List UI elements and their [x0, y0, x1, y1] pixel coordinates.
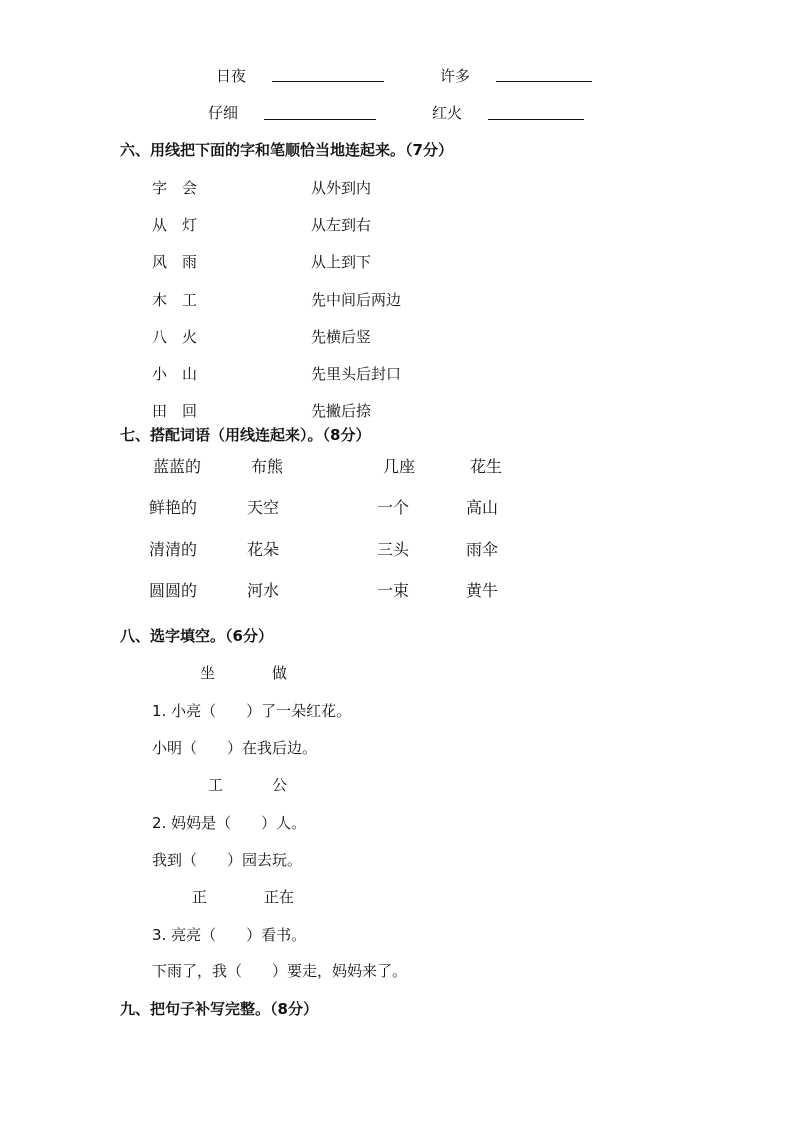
char-pair: 字 会	[152, 179, 198, 197]
section-9-title: 九、把句子补写完整。（8分）	[120, 1000, 318, 1018]
word-item: 天空	[247, 498, 280, 517]
word-item: 雨伞	[466, 540, 499, 559]
char-pair: 八 火	[152, 328, 198, 346]
char-pair: 木 工	[152, 291, 198, 309]
fill-question[interactable]: 我到（ ）园去玩。	[152, 851, 303, 869]
fill-question[interactable]: 1. 小亮（ ）了一朵红花。	[152, 702, 352, 720]
choice-char: 工	[208, 776, 224, 794]
fill-question[interactable]: 下雨了，我（ ）要走，妈妈来了。	[152, 962, 408, 980]
word-item: 几座	[383, 457, 416, 476]
choice-char: 正	[192, 888, 208, 906]
word-item: 河水	[247, 581, 280, 600]
answer-blank[interactable]	[264, 119, 376, 120]
antonym-word: 许多	[440, 67, 471, 85]
word-item: 花生	[470, 457, 503, 476]
stroke-order-rule: 从外到内	[311, 179, 372, 197]
section-7-title: 七、搭配词语（用线连起来）。（8分）	[120, 426, 371, 444]
char-pair: 田 回	[152, 402, 198, 420]
antonym-word: 仔细	[208, 104, 239, 122]
stroke-order-rule: 先撇后捺	[311, 402, 372, 420]
word-item: 圆圆的	[149, 581, 198, 600]
stroke-order-rule: 先中间后两边	[311, 291, 402, 309]
word-item: 蓝蓝的	[153, 457, 202, 476]
antonym-word: 日夜	[216, 67, 247, 85]
stroke-order-rule: 从左到右	[311, 216, 372, 234]
fill-question[interactable]: 3. 亮亮（ ）看书。	[152, 926, 307, 944]
word-item: 清清的	[149, 540, 198, 559]
stroke-order-rule: 从上到下	[311, 253, 372, 271]
char-pair: 小 山	[152, 365, 198, 383]
word-item: 一个	[377, 498, 410, 517]
antonym-word: 红火	[432, 104, 463, 122]
word-item: 鲜艳的	[149, 498, 198, 517]
char-pair: 从 灯	[152, 216, 198, 234]
choice-char: 公	[272, 776, 288, 794]
answer-blank[interactable]	[272, 81, 384, 82]
choice-char: 做	[272, 664, 288, 682]
stroke-order-rule: 先里头后封口	[311, 365, 402, 383]
choice-char: 正在	[264, 888, 295, 906]
answer-blank[interactable]	[496, 81, 592, 82]
stroke-order-rule: 先横后竖	[311, 328, 372, 346]
word-item: 黄牛	[466, 581, 499, 600]
fill-question[interactable]: 2. 妈妈是（ ）人。	[152, 814, 307, 832]
answer-blank[interactable]	[488, 119, 584, 120]
fill-question[interactable]: 小明（ ）在我后边。	[152, 739, 318, 757]
word-item: 花朵	[247, 540, 280, 559]
choice-char: 坐	[200, 664, 216, 682]
word-item: 布熊	[251, 457, 284, 476]
section-6-title: 六、用线把下面的字和笔顺恰当地连起来。（7分）	[120, 141, 453, 159]
section-8-title: 八、选字填空。（6分）	[120, 627, 273, 645]
char-pair: 风 雨	[152, 253, 198, 271]
word-item: 三头	[377, 540, 410, 559]
word-item: 高山	[466, 498, 499, 517]
word-item: 一束	[377, 581, 410, 600]
